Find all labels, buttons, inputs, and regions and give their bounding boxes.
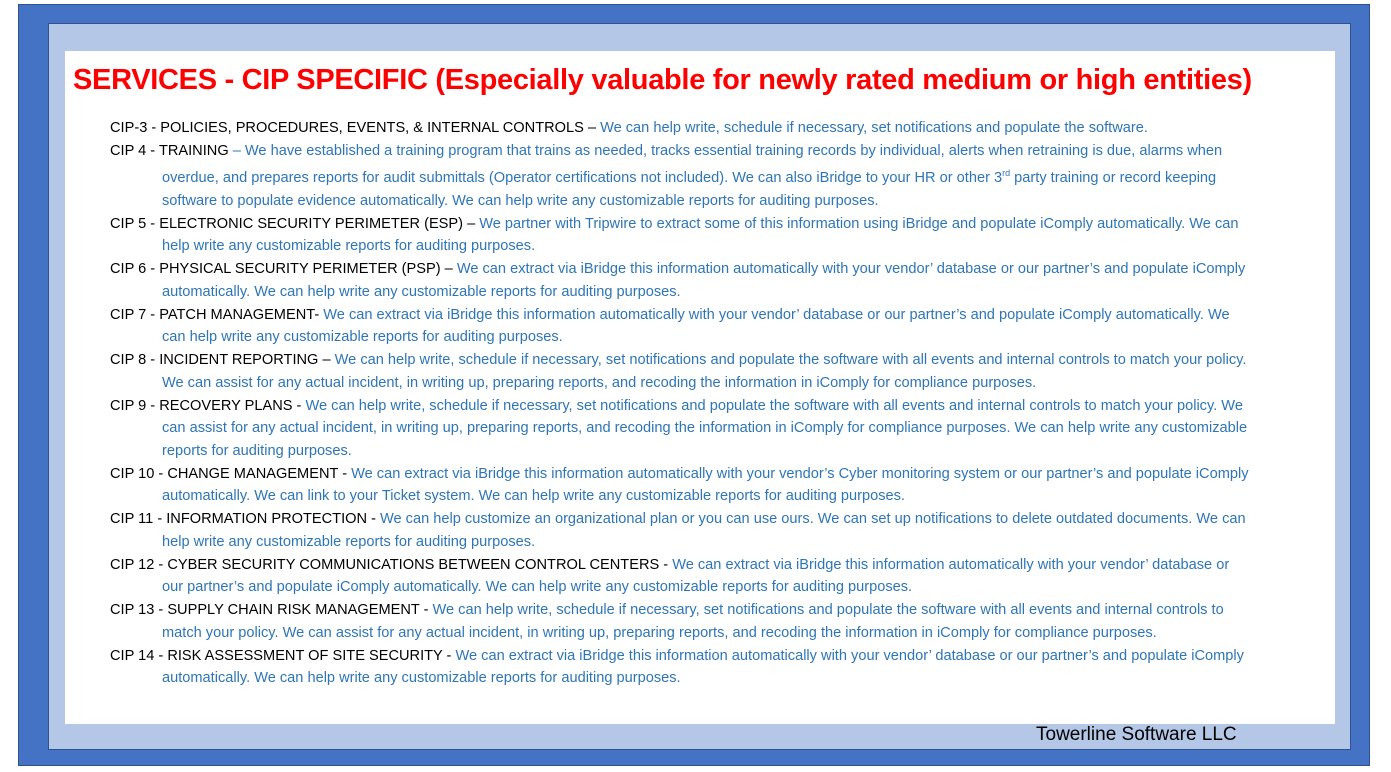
- item-label: CIP 4 - TRAINING: [110, 143, 233, 159]
- item-description: We can help write, schedule if necessary, set notifications and populate the software with all events and internal controls to match your policy. We can assist for any actual incident, in writing up, preparing reports, and recoding the information in iComply for compliance purposes.: [162, 602, 1224, 641]
- item-description: We partner with Tripwire to extract some of this information using iBridge and populate iComply automatically. We can help write any customizable reports for auditing purposes.: [162, 215, 1239, 255]
- cip-list: [110, 117, 1250, 690]
- item-label: CIP 10 - CHANGE MANAGEMENT -: [110, 465, 352, 482]
- list-item-cip-6: [110, 258, 1250, 303]
- item-label: CIP 5 - ELECTRONIC SECURITY PERIMETER (ESP) –: [110, 215, 480, 232]
- list-item-cip-8: [110, 349, 1250, 394]
- item-description: We can extract via iBridge this information automatically with your vendor’ database or our partner’s and populate iComply automatically. We can help write any customizable reports for auditing purposes.: [162, 647, 1244, 687]
- item-description: We can extract via iBridge this information automatically with your vendor’ database or our partner’s and populate iComply automatically. We can help write any customizable reports for auditing purposes.: [162, 261, 1246, 300]
- list-item-cip-7: [110, 304, 1250, 349]
- item-label: CIP 14 - RISK ASSESSMENT OF SITE SECURITY -: [110, 647, 456, 664]
- company-footer: Towerline Software LLC: [1036, 724, 1237, 745]
- item-label: CIP 11 - INFORMATION PROTECTION -: [110, 511, 380, 528]
- list-item-cip-13: [110, 599, 1250, 644]
- item-description: We can extract via iBridge this information automatically with your vendor’s Cyber monitoring system or our partner’s and populate iComply automatically. We can link to your Ticket system. We can help write any customizable reports for auditing purposes.: [162, 465, 1249, 505]
- list-item-cip-3: [110, 117, 1250, 140]
- item-description: We can help write, schedule if necessary, set notifications and populate the software.: [600, 120, 1148, 136]
- slide-title: SERVICES - CIP SPECIFIC (Especially valuable for newly rated medium or high entities): [73, 64, 1252, 96]
- item-label: CIP 7 - PATCH MANAGEMENT-: [110, 306, 324, 323]
- item-label: CIP 6 - PHYSICAL SECURITY PERIMETER (PSP) –: [110, 261, 457, 278]
- item-label: CIP 12 - CYBER SECURITY COMMUNICATIONS BETWEEN CONTROL CENTERS -: [110, 556, 673, 573]
- item-label: CIP 8 - INCIDENT REPORTING –: [110, 352, 335, 369]
- list-item-cip-11: [110, 508, 1250, 553]
- item-description: We can help write, schedule if necessary, set notifications and populate the software with all events and internal controls to match your policy. We can assist for any actual incident, in writing up, preparing reports, and recoding the information in iComply for compliance purposes. We can help write any customizable reports for auditing purposes.: [162, 397, 1248, 459]
- list-item-cip-4: [110, 140, 1250, 212]
- item-label: CIP 13 - SUPPLY CHAIN RISK MANAGEMENT -: [110, 602, 433, 619]
- item-description: We can help customize an organizational plan or you can use ours. We can set up notifications to delete outdated documents. We can help write any customizable reports for auditing purposes.: [162, 511, 1246, 550]
- item-description: We can extract via iBridge this information automatically with your vendor’ database or our partner’s and populate iComply automatically. We can help write any customizable reports for auditing purposes.: [162, 306, 1230, 346]
- item-description: – We have established a training program that trains as needed, tracks essential training records by individual, alerts when retraining is due, alarms when overdue, and prepares reports for audit submittals (Operator certifications not included). We can also iBridge to your HR or other 3rd party training or record keeping software to populate evidence automatically. We can help write any customizable reports for auditing purposes.: [162, 143, 1223, 209]
- list-item-cip-12: [110, 554, 1250, 599]
- list-item-cip-9: [110, 395, 1250, 463]
- item-description: We can extract via iBridge this information automatically with your vendor’ database or our partner’s and populate iComply automatically. We can help write any customizable reports for auditing purposes.: [162, 556, 1230, 596]
- list-item-cip-10: [110, 463, 1250, 508]
- item-label: CIP-3 - POLICIES, PROCEDURES, EVENTS, & INTERNAL CONTROLS –: [110, 120, 601, 136]
- item-description: We can help write, schedule if necessary, set notifications and populate the software with all events and internal controls to match your policy. We can assist for any actual incident, in writing up, preparing reports, and recoding the information in iComply for compliance purposes.: [162, 352, 1247, 391]
- list-item-cip-5: [110, 213, 1250, 258]
- list-item-cip-14: [110, 645, 1250, 690]
- item-label: CIP 9 - RECOVERY PLANS -: [110, 397, 306, 414]
